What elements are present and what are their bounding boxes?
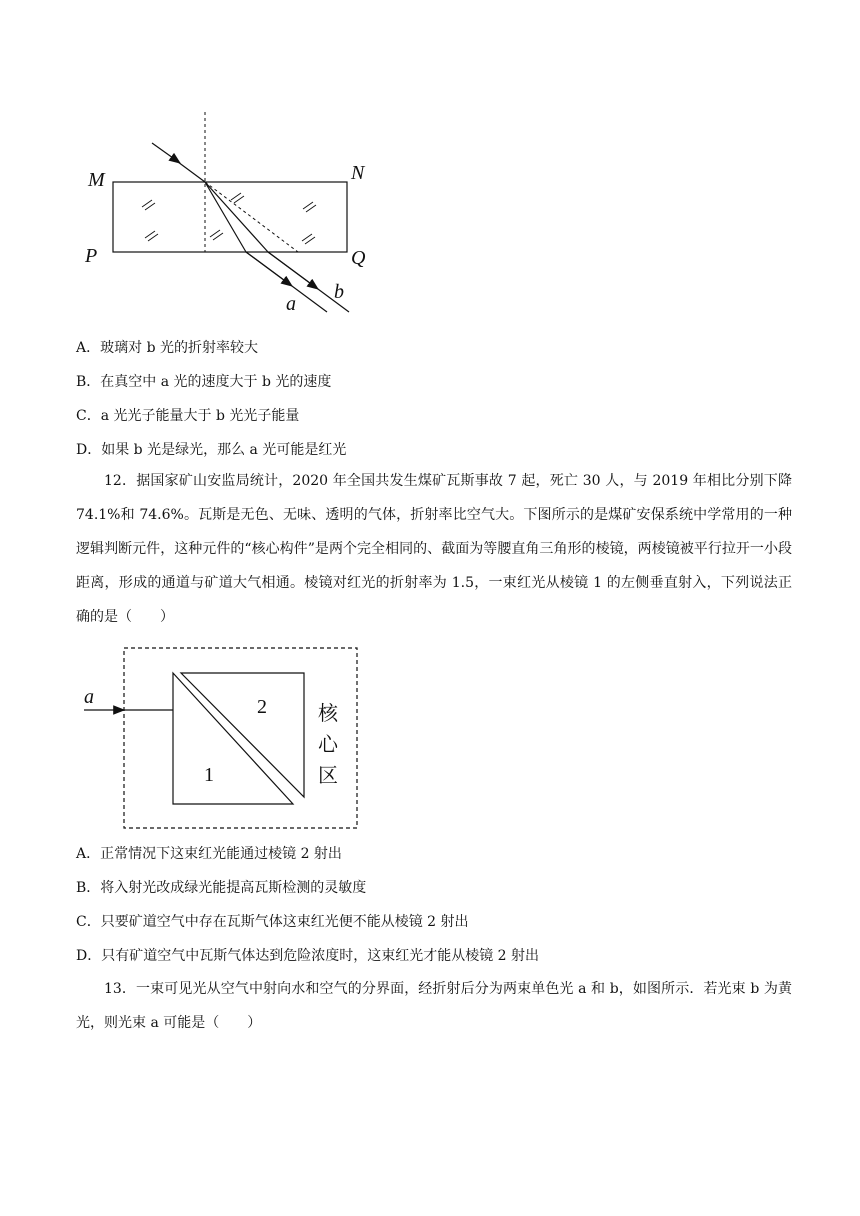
prism-1-label: 1 (204, 764, 214, 786)
prism-core-figure (80, 644, 370, 834)
q12-option-d: D．只有矿道空气中瓦斯气体达到危险浓度时，这束红光才能从棱镜 2 射出 (76, 948, 540, 964)
q12-stem (76, 464, 792, 634)
prism-2-label: 2 (257, 696, 267, 718)
core-label-char-3: 区 (318, 763, 338, 787)
label-b: b (334, 281, 344, 303)
glass-slab (113, 182, 347, 252)
label-P: P (85, 245, 98, 267)
dashed-reference-line (205, 182, 298, 252)
q12-stem-text: 据国家矿山安监局统计，2020 年全国共发生煤矿瓦斯事故 7 起，死亡 30 人，与 2019 年相比分别下降 74.1%和 74.6%。瓦斯是无色、无味、透明的气体，折射率比空气大。下图所示的是煤矿安保系统中学常用的一种逻辑判断元件，这种元件的“核心构件”是两个完全相同的、截面为等腰直角三角形的棱镜，两棱镜被平行拉开一小段距离，形成的通道与矿道大气相通。棱镜对红光的折射率为 1.5，一束红光从棱镜 1 的左侧垂直射入，下列说法正确的是（ ） (76, 473, 792, 625)
core-label-char-2: 心 (318, 732, 338, 756)
q12-option-a: A．正常情况下这束红光能通过棱镜 2 射出 (76, 846, 342, 862)
q13-stem (76, 972, 792, 1040)
prism-1 (173, 673, 293, 804)
label-N: N (351, 162, 365, 184)
q12-option-b: B．将入射光改成绿光能提高瓦斯检测的灵敏度 (76, 880, 367, 896)
ray-a-inside (205, 182, 246, 252)
q11-option-b: B．在真空中 a 光的速度大于 b 光的速度 (76, 374, 332, 390)
q12-option-c: C．只要矿道空气中存在瓦斯气体这束红光便不能从棱镜 2 射出 (76, 914, 469, 930)
ray-b-inside (205, 182, 268, 252)
incident-ray (152, 143, 180, 163)
q11-option-c: C．a 光光子能量大于 b 光光子能量 (76, 408, 300, 424)
input-label-a: a (84, 686, 94, 708)
label-M: M (88, 169, 105, 191)
refraction-slab-figure (80, 108, 380, 318)
prism-2 (181, 673, 304, 797)
q12-number: 12． (104, 473, 137, 489)
label-Q: Q (351, 247, 366, 269)
q13-number: 13． (104, 981, 137, 997)
q11-option-a: A．玻璃对 b 光的折射率较大 (76, 340, 258, 356)
core-label-char-1: 核 (318, 701, 338, 725)
label-a: a (286, 293, 296, 315)
q13-stem-text: 一束可见光从空气中射向水和空气的分界面，经折射后分为两束单色光 a 和 b，如图所示．若光束 b 为黄光，则光束 a 可能是（ ） (76, 981, 792, 1031)
q11-option-d: D．如果 b 光是绿光，那么 a 光可能是红光 (76, 442, 347, 458)
